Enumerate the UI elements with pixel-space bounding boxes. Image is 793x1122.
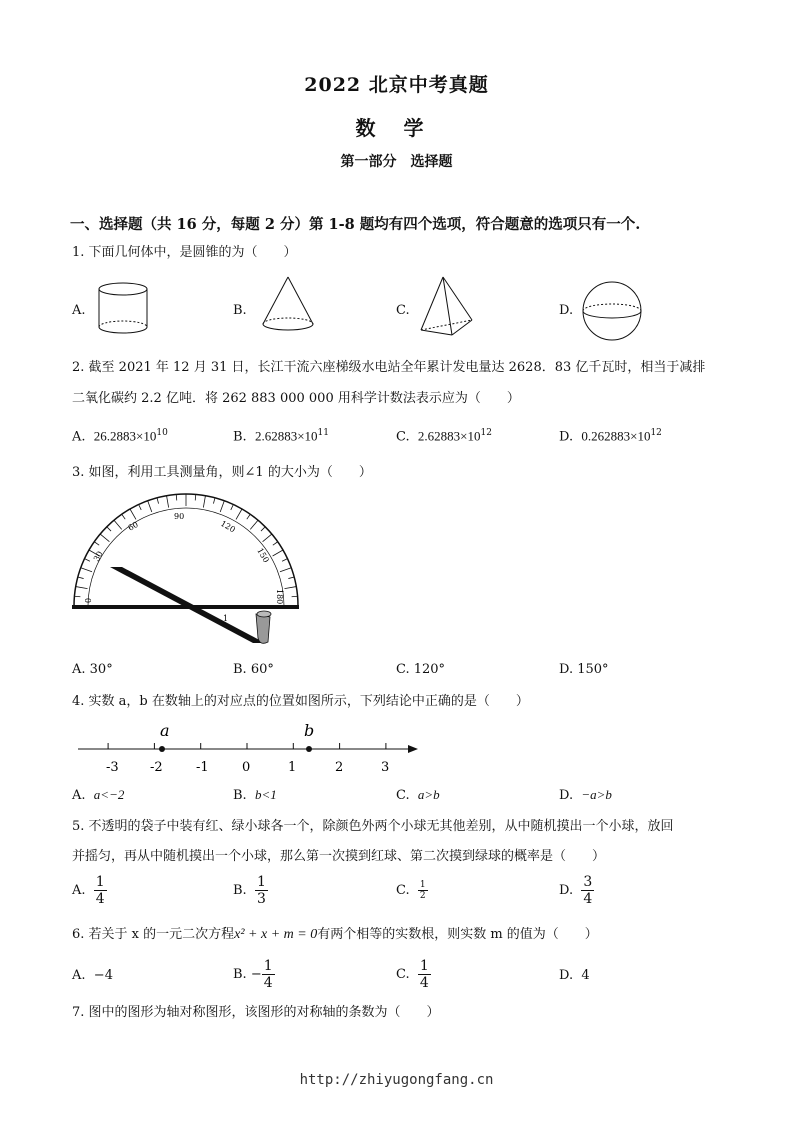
protractor-tick <box>273 550 283 556</box>
q5-option-a: A. $\frac{1}{4}$ <box>72 874 105 907</box>
angle-1-label: 1 <box>223 614 229 623</box>
q4-option-d: D. −a>b <box>559 787 612 803</box>
q4-option-b: B. b<1 <box>233 787 277 803</box>
q1-option-d-label: D. <box>559 303 574 318</box>
q6-option-a: A. −4 <box>72 968 113 983</box>
point-b-dot <box>306 746 312 752</box>
subject-title: 数学 <box>355 116 452 140</box>
pyramid-figure <box>418 274 478 340</box>
protractor-label-180: 180 <box>275 589 284 605</box>
protractor-tick <box>273 542 278 545</box>
protractor-tick <box>231 504 234 509</box>
protractor-tick <box>176 494 177 500</box>
protractor-tick <box>261 527 265 531</box>
cylinder-figure <box>95 280 155 340</box>
protractor-tick <box>84 559 89 562</box>
protractor-tick <box>114 520 122 529</box>
protractor-tick <box>247 514 250 519</box>
protractor-tick <box>130 509 136 519</box>
protractor-label-90: 90 <box>174 512 185 521</box>
protractor-tick <box>74 596 80 597</box>
protractor-label-30: 30 <box>91 549 105 563</box>
protractor-tick <box>157 498 159 504</box>
number-line-tick-3: 3 <box>381 760 390 775</box>
protractor-tick <box>288 577 294 579</box>
q5-stem-line2: 并摇匀，再从中随机摸出一个小球，那么第一次摸到红球、第二次摸到绿球的概率是（ ） <box>72 849 606 864</box>
q3-stem: 3. 如图，利用工具测量角，则∠1 的大小为（ ） <box>72 465 372 480</box>
protractor-tick <box>139 504 142 509</box>
protractor-label-0: 0 <box>84 597 93 603</box>
protractor-figure <box>70 490 305 650</box>
protractor-tick <box>195 494 196 500</box>
q2-option-b: B. $2.62883\times 10^{11}$ <box>233 428 329 445</box>
protractor-tick <box>81 568 92 572</box>
q3-option-b: B. 60° <box>233 662 274 677</box>
q4-option-c: C. a>b <box>396 787 440 803</box>
protractor-tick <box>284 587 296 589</box>
protractor-tick <box>100 534 109 542</box>
q5-option-c: C. $\frac{1}{2}$ <box>396 880 426 901</box>
protractor-tick <box>282 559 287 562</box>
q6-equation: x² + x + m = 0 <box>234 927 318 942</box>
protractor-tick <box>76 587 88 589</box>
protractor-tick <box>78 577 84 579</box>
protractor-tick <box>280 568 291 572</box>
q1-stem: 1. 下面几何体中，是圆锥的为（ ） <box>72 245 297 260</box>
protractor-label-150: 150 <box>255 546 271 565</box>
number-line-tick-1: 1 <box>288 760 297 775</box>
footer-url[interactable]: http://zhiyugongfang.cn <box>299 1072 494 1088</box>
protractor-tick <box>250 520 258 529</box>
part-title: 第一部分 选择题 <box>340 154 453 170</box>
page-title: 2022 北京中考真题 <box>304 74 489 96</box>
number-line-tick-0: 0 <box>242 760 251 775</box>
q1-option-b-label: B. <box>233 303 247 318</box>
protractor-tick <box>292 596 298 597</box>
q2-stem-line1: 2. 截至 2021 年 12 月 31 日，长江干流六座梯级水电站全年累计发电量达 2628．83 亿千瓦时，相当于减排 <box>72 360 706 375</box>
q6-option-b: B. − $\frac{1}{4}$ <box>233 958 273 991</box>
number-line-tick-2: 2 <box>335 760 344 775</box>
q4-option-a: A. a<−2 <box>72 787 125 803</box>
protractor-tick <box>263 534 272 542</box>
q2-option-d: D. $0.262883\times 10^{12}$ <box>559 428 662 445</box>
sphere-figure <box>580 280 644 342</box>
cone-figure <box>258 274 318 336</box>
protractor-tick <box>122 514 125 519</box>
number-line-figure <box>70 718 425 778</box>
protractor-tick <box>220 501 224 512</box>
q1-option-a-label: A. <box>72 303 86 318</box>
q6-option-d: D. 4 <box>559 968 590 983</box>
point-b-label: b <box>304 721 315 740</box>
protractor-tick <box>107 527 111 531</box>
point-a-dot <box>159 746 165 752</box>
protractor-tick <box>167 496 169 508</box>
protractor-tick <box>148 501 152 512</box>
q3-option-d: D. 150° <box>559 662 609 677</box>
protractor-tick <box>213 498 215 504</box>
q1-option-c-label: C. <box>396 303 410 318</box>
q7-stem: 7. 图中的图形为轴对称图形，该图形的对称轴的条数为（ ） <box>72 1005 440 1020</box>
number-line-tick--2: -2 <box>150 760 163 775</box>
number-line-tick--1: -1 <box>196 760 209 775</box>
q4-stem: 4. 实数 a，b 在数轴上的对应点的位置如图所示，下列结论中正确的是（ ） <box>72 694 529 709</box>
point-a-label: a <box>160 721 170 740</box>
protractor-tick <box>94 542 99 545</box>
q6-stem: 6. 若关于 x 的一元二次方程x² + x + m = 0有两个相等的实数根，则实数 m 的值为（ ） <box>72 927 598 942</box>
section-heading: 一、选择题（共 16 分，每题 2 分）第 1-8 题均有四个选项，符合题意的选项只有一个. <box>70 216 641 233</box>
q5-option-d: D. $\frac{3}{4}$ <box>559 874 593 907</box>
q2-stem-line2: 二氧化碳约 2.2 亿吨．将 262 883 000 000 用科学计数法表示应为（ ） <box>72 391 520 406</box>
protractor-label-120: 120 <box>219 518 237 535</box>
q3-option-c: C. 120° <box>396 662 446 677</box>
q5-stem-line1: 5. 不透明的袋子中装有红、绿小球各一个，除颜色外两个小球无其他差别，从中随机摸出一个小球，放回 <box>72 819 674 834</box>
protractor-tick <box>203 496 205 508</box>
q2-option-c: C. $2.62883\times 10^{12}$ <box>396 428 492 445</box>
number-line-tick--3: -3 <box>106 760 119 775</box>
q3-option-a: A. 30° <box>72 662 113 677</box>
protractor-label-60: 60 <box>126 519 140 533</box>
q2-option-a: A. $26.2883\times 10^{10}$ <box>72 428 168 445</box>
protractor-tick <box>236 509 242 519</box>
q6-option-c: C. $\frac{1}{4}$ <box>396 958 429 991</box>
q5-option-b: B. $\frac{1}{3}$ <box>233 874 266 907</box>
